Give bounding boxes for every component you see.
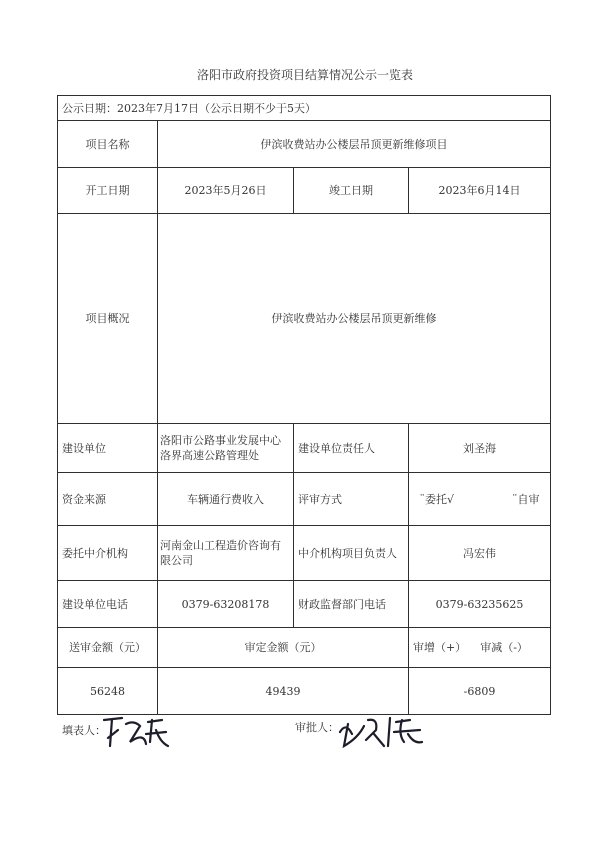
project-name: 伊滨收费站办公楼层吊顶更新维修项目 bbox=[260, 137, 448, 151]
finance-phone: 0379-63235625 bbox=[435, 597, 524, 611]
construction-leader-label: 建设单位责任人 bbox=[298, 441, 375, 455]
unit-phone-label: 建设单位电话 bbox=[62, 597, 128, 611]
agency-leader-label: 中介机构项目负责人 bbox=[298, 546, 397, 560]
review-option-entrust: ¨委托√ bbox=[419, 492, 455, 506]
construction-unit-line2: 洛界高速公路管理处 bbox=[160, 449, 259, 462]
end-date-label: 竣工日期 bbox=[329, 184, 373, 197]
review-method-options bbox=[409, 473, 550, 525]
construction-unit-label: 建设单位 bbox=[62, 441, 106, 455]
agency-label: 委托中介机构 bbox=[62, 546, 128, 560]
overview: 伊滨收费站办公楼层吊顶更新维修 bbox=[271, 312, 437, 325]
construction-leader: 刘圣海 bbox=[463, 441, 496, 455]
unit-phone: 0379-63208178 bbox=[181, 597, 270, 611]
change-amount: -6809 bbox=[463, 684, 496, 698]
submitted-amount-label: 送审金额（元） bbox=[69, 641, 146, 654]
start-date-label: 开工日期 bbox=[85, 184, 130, 197]
review-method-label: 评审方式 bbox=[298, 492, 342, 506]
table-border-right bbox=[550, 95, 551, 715]
agency-name: 河南金山工程造价咨询有限公司 bbox=[160, 539, 281, 567]
submitted-amount: 56248 bbox=[90, 684, 125, 698]
review-option-self: ¨自审 bbox=[512, 492, 540, 506]
agency-leader: 冯宏伟 bbox=[463, 546, 496, 560]
filler-signature bbox=[100, 712, 170, 752]
approver-signature bbox=[334, 712, 424, 752]
funding-source-label: 资金来源 bbox=[62, 492, 106, 506]
approved-amount: 49439 bbox=[265, 684, 301, 698]
end-date: 2023年6月14日 bbox=[438, 184, 521, 197]
construction-unit-line1: 洛阳市公路事业发展中心 bbox=[160, 434, 281, 447]
approved-amount-label: 审定金额（元） bbox=[244, 641, 322, 654]
approver-label: 审批人： bbox=[295, 721, 339, 734]
project-name-label: 项目名称 bbox=[85, 137, 130, 151]
overview-label: 项目概况 bbox=[85, 312, 130, 325]
construction-unit bbox=[158, 424, 291, 472]
start-date: 2023年5月26日 bbox=[184, 184, 267, 197]
notice-date: 公示日期：2023年7月17日（公示日期不少于5天） bbox=[62, 101, 316, 115]
change-amount-label: 审增（+） 审减（-） bbox=[413, 641, 528, 654]
filler-label: 填表人： bbox=[62, 724, 106, 737]
document-title: 洛阳市政府投资项目结算情况公示一览表 bbox=[196, 68, 413, 82]
finance-phone-label: 财政监督部门电话 bbox=[298, 597, 386, 611]
funding-source: 车辆通行费收入 bbox=[187, 492, 264, 506]
